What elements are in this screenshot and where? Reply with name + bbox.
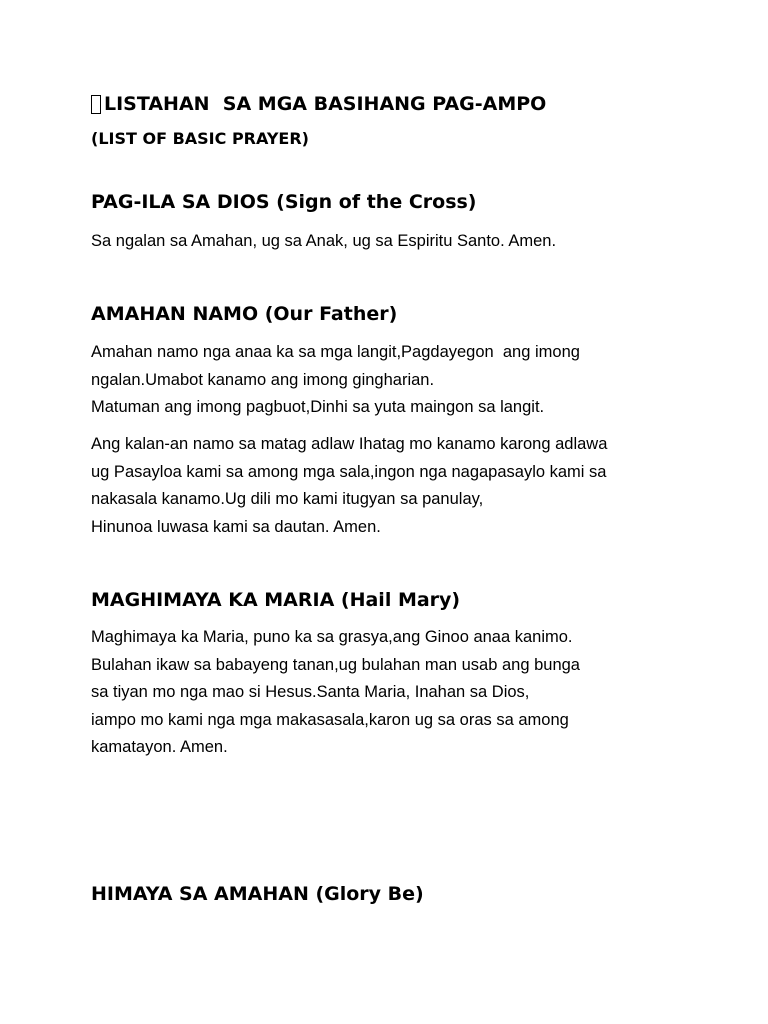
prayer-line: Amahan namo nga anaa ka sa mga langit,Pagdayegon ang imong [91, 343, 580, 361]
prayer-line: Maghimaya ka Maria, puno ka sa grasya,ang Ginoo anaa kanimo. [91, 628, 573, 646]
section-heading-hail-mary: MAGHIMAYA KA MARIA (Hail Mary) [91, 589, 461, 611]
prayer-line: Matuman ang imong pagbuot,Dinhi sa yuta maingon sa langit. [91, 398, 545, 416]
prayer-line: nakasala kanamo.Ug dili mo kami itugyan sa panulay, [91, 490, 484, 508]
prayer-line: sa tiyan mo nga mao si Hesus.Santa Maria, Inahan sa Dios, [91, 683, 530, 701]
section-heading-glory-be: HIMAYA SA AMAHAN (Glory Be) [91, 883, 424, 905]
prayer-line: Hinunoa luwasa kami sa dautan. Amen. [91, 517, 381, 536]
prayer-text-our-father-part-2 [91, 431, 607, 541]
prayer-line: Ang kalan-an namo sa matag adlaw Ihatag mo kanamo karong adlawa [91, 435, 608, 453]
prayer-text-sign-of-the-cross [91, 228, 556, 256]
prayer-line: kamatayon. Amen. [91, 738, 228, 756]
prayer-line: iampo mo kami nga mga makasasala,karon ug sa oras sa among [91, 710, 569, 729]
document-title-text: LISTAHAN SA MGA BASIHANG PAG-AMPO [104, 93, 547, 115]
document-title [91, 95, 546, 114]
section-heading-our-father: AMAHAN NAMO (Our Father) [91, 303, 398, 325]
prayer-line: Sa ngalan sa Amahan, ug sa Anak, ug sa Espiritu Santo. Amen. [91, 232, 557, 250]
prayer-text-our-father-part-1 [91, 339, 580, 422]
prayer-line: ug Pasayloa kami sa among mga sala,ingon nga nagapasaylo kami sa [91, 462, 607, 481]
document-subtitle: (LIST OF BASIC PRAYER) [91, 129, 309, 148]
section-heading-sign-of-the-cross: PAG-ILA SA DIOS (Sign of the Cross) [91, 191, 477, 213]
missing-glyph-icon [91, 95, 101, 114]
prayer-line: Bulahan ikaw sa babayeng tanan,ug bulahan man usab ang bunga [91, 655, 580, 674]
prayer-text-hail-mary [91, 624, 580, 762]
prayer-line: ngalan.Umabot kanamo ang imong gingharian. [91, 370, 435, 389]
